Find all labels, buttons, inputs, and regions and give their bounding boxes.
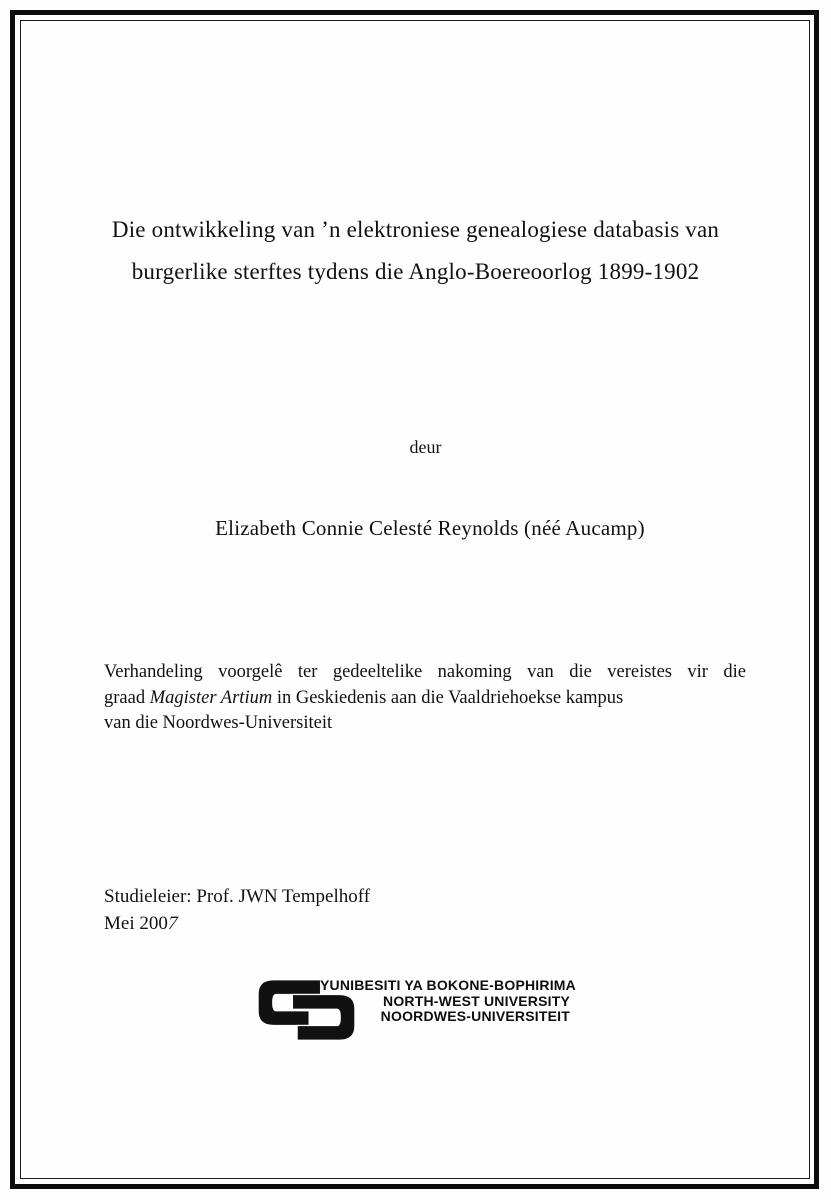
degree-name-italic: Magister Artium — [149, 687, 273, 708]
submission-date — [104, 910, 370, 937]
degree-statement-text-1: Verhandeling voorgelê ter gedeeltelike nakoming van die vereistes vir die — [104, 662, 746, 682]
degree-statement-line-1 — [104, 660, 746, 686]
thesis-title-line-1: Die ontwikkeling van ’n elektroniese genealogiese databasis van — [111, 217, 720, 242]
submission-date-digit: 7 — [165, 913, 180, 934]
university-name-english: NORTH-WEST UNIVERSITY — [383, 992, 570, 1009]
supervisor-block — [104, 883, 370, 937]
degree-statement-text-2b: in Geskiedenis aan die Vaaldriehoekse kampus — [272, 687, 624, 708]
by-word: deur — [409, 437, 442, 457]
university-name-afrikaans: NOORDWES-UNIVERSITEIT — [380, 1008, 570, 1024]
thesis-title — [70, 209, 761, 293]
university-logo-text — [320, 977, 576, 1025]
degree-statement — [104, 660, 746, 737]
supervisor-name: Studieleier: Prof. JWN Tempelhoff — [104, 886, 371, 907]
degree-statement-line-3: van die Noordwes-Universiteit — [104, 713, 333, 733]
author-name: Elizabeth Connie Celesté Reynolds (néé Aucamp) — [215, 516, 645, 540]
degree-statement-line-2 — [104, 686, 746, 712]
thesis-title-line-2: burgerlike sterftes tydens die Anglo-Boereoorlog 1899-1902 — [131, 259, 700, 284]
university-name-setswana: YUNIBESITI YA BOKONE-BOPHIRIMA — [320, 977, 576, 993]
degree-statement-text-2a: graad — [104, 687, 150, 708]
submission-date-prefix: Mei 200 — [104, 913, 168, 934]
